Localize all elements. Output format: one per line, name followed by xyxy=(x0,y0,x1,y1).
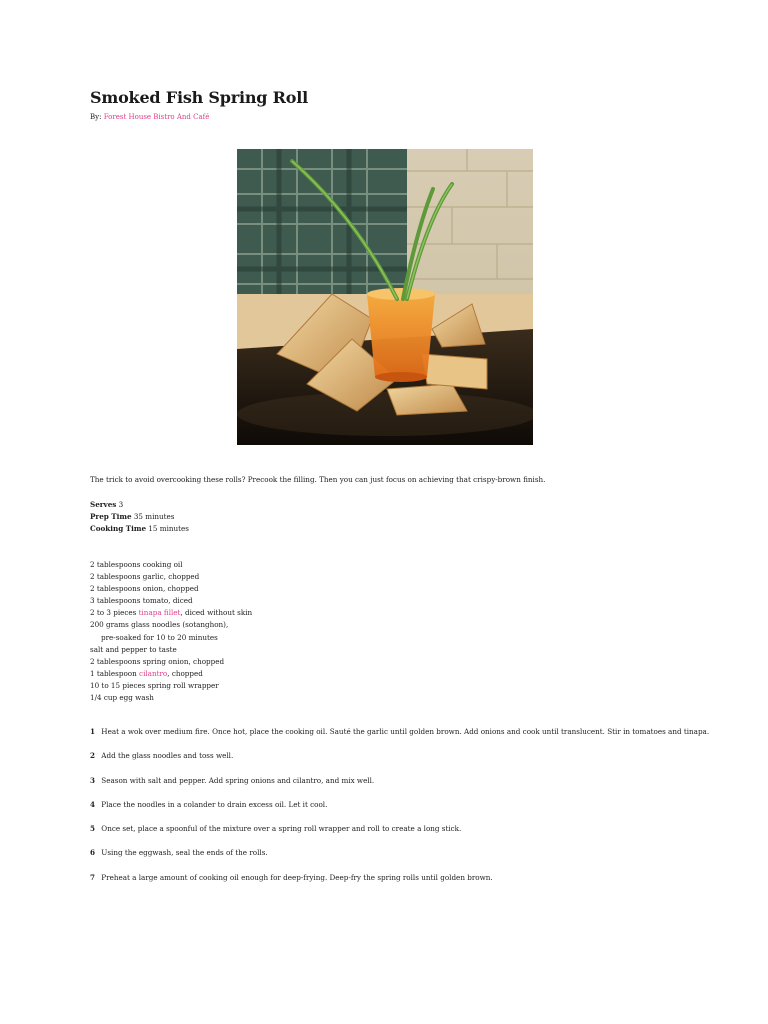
prep-time-row xyxy=(90,511,189,523)
step-text: Heat a wok over medium fire. Once hot, place the cooking oil. Sauté the garlic until golden brown. Add onions and cook until translucent. Stir in tomatoes and tinapa. xyxy=(101,727,710,736)
ingredient-item: 1 tablespoon cilantro, chopped xyxy=(90,668,203,678)
recipe-meta xyxy=(90,499,189,535)
recipe-photo xyxy=(237,149,533,445)
step-text: Using the eggwash, seal the ends of the rolls. xyxy=(101,848,268,858)
ingredient-item: 1/4 cup egg wash xyxy=(90,693,154,703)
ingredient-item: 2 tablespoons garlic, chopped xyxy=(90,572,200,582)
steps-list xyxy=(90,727,709,897)
ingredient-item: 200 grams glass noodles (sotanghon), xyxy=(90,620,229,630)
step-number: 1 xyxy=(90,727,96,736)
step-item xyxy=(90,751,709,775)
step-number: 4 xyxy=(90,799,96,809)
step-item xyxy=(90,824,709,848)
ingredients-list xyxy=(90,559,252,704)
step-item xyxy=(90,873,709,897)
step-text: Season with salt and pepper. Add spring onions and cilantro, and mix well. xyxy=(101,775,375,785)
step-number: 7 xyxy=(90,872,96,882)
by-label: By: xyxy=(90,113,102,121)
ingredient-item: 2 tablespoons cooking oil xyxy=(90,560,183,569)
author-link[interactable]: Forest House Bistro And Café xyxy=(103,113,210,121)
ingredient-item: 2 to 3 pieces tinapa fillet, diced without skin xyxy=(90,608,253,618)
step-text: Once set, place a spoonful of the mixture over a spring roll wrapper and roll to create a long stick. xyxy=(101,824,462,834)
ingredient-item: salt and pepper to taste xyxy=(90,644,177,654)
step-text: Add the glass noodles and toss well. xyxy=(101,751,234,761)
cook-time-value: 15 minutes xyxy=(148,524,189,533)
step-text: Place the noodles in a colander to drain excess oil. Let it cool. xyxy=(101,799,328,809)
ingredient-item: 10 to 15 pieces spring roll wrapper xyxy=(90,680,219,690)
ingredient-item: pre-soaked for 10 to 20 minutes xyxy=(101,632,218,642)
step-number: 5 xyxy=(90,824,96,834)
step-number: 3 xyxy=(90,775,96,785)
prep-time-label: Prep Time xyxy=(90,512,132,521)
serves-label: Serves xyxy=(90,500,117,509)
recipe-title: Smoked Fish Spring Roll xyxy=(90,88,308,107)
byline xyxy=(90,113,209,121)
prep-time-value: 35 minutes xyxy=(133,512,175,521)
ingredient-item: 3 tablespoons tomato, diced xyxy=(90,596,193,606)
ingredient-item: 2 tablespoons onion, chopped xyxy=(90,584,199,594)
ingredient-item: 2 tablespoons spring onion, chopped xyxy=(90,656,225,666)
step-number: 2 xyxy=(90,751,96,761)
step-text: Preheat a large amount of cooking oil enough for deep-frying. Deep-fry the spring rolls until golden brown. xyxy=(101,872,493,882)
serves-value: 3 xyxy=(118,500,124,509)
step-item xyxy=(90,800,709,824)
step-item xyxy=(90,727,709,751)
serves-row xyxy=(90,499,189,511)
step-number: 6 xyxy=(90,848,96,858)
recipe-intro: The trick to avoid overcooking these rolls? Precook the filling. Then you can just focus on achieving that crispy-brown finish. xyxy=(90,475,546,484)
spring-roll-photo xyxy=(237,149,533,445)
step-item xyxy=(90,776,709,800)
cook-time-label: Cooking Time xyxy=(90,524,147,533)
step-item xyxy=(90,848,709,872)
cilantro-link[interactable]: cilantro xyxy=(139,668,168,678)
tinapa-fillet-link[interactable]: tinapa fillet xyxy=(138,608,181,618)
cook-time-row xyxy=(90,523,189,535)
